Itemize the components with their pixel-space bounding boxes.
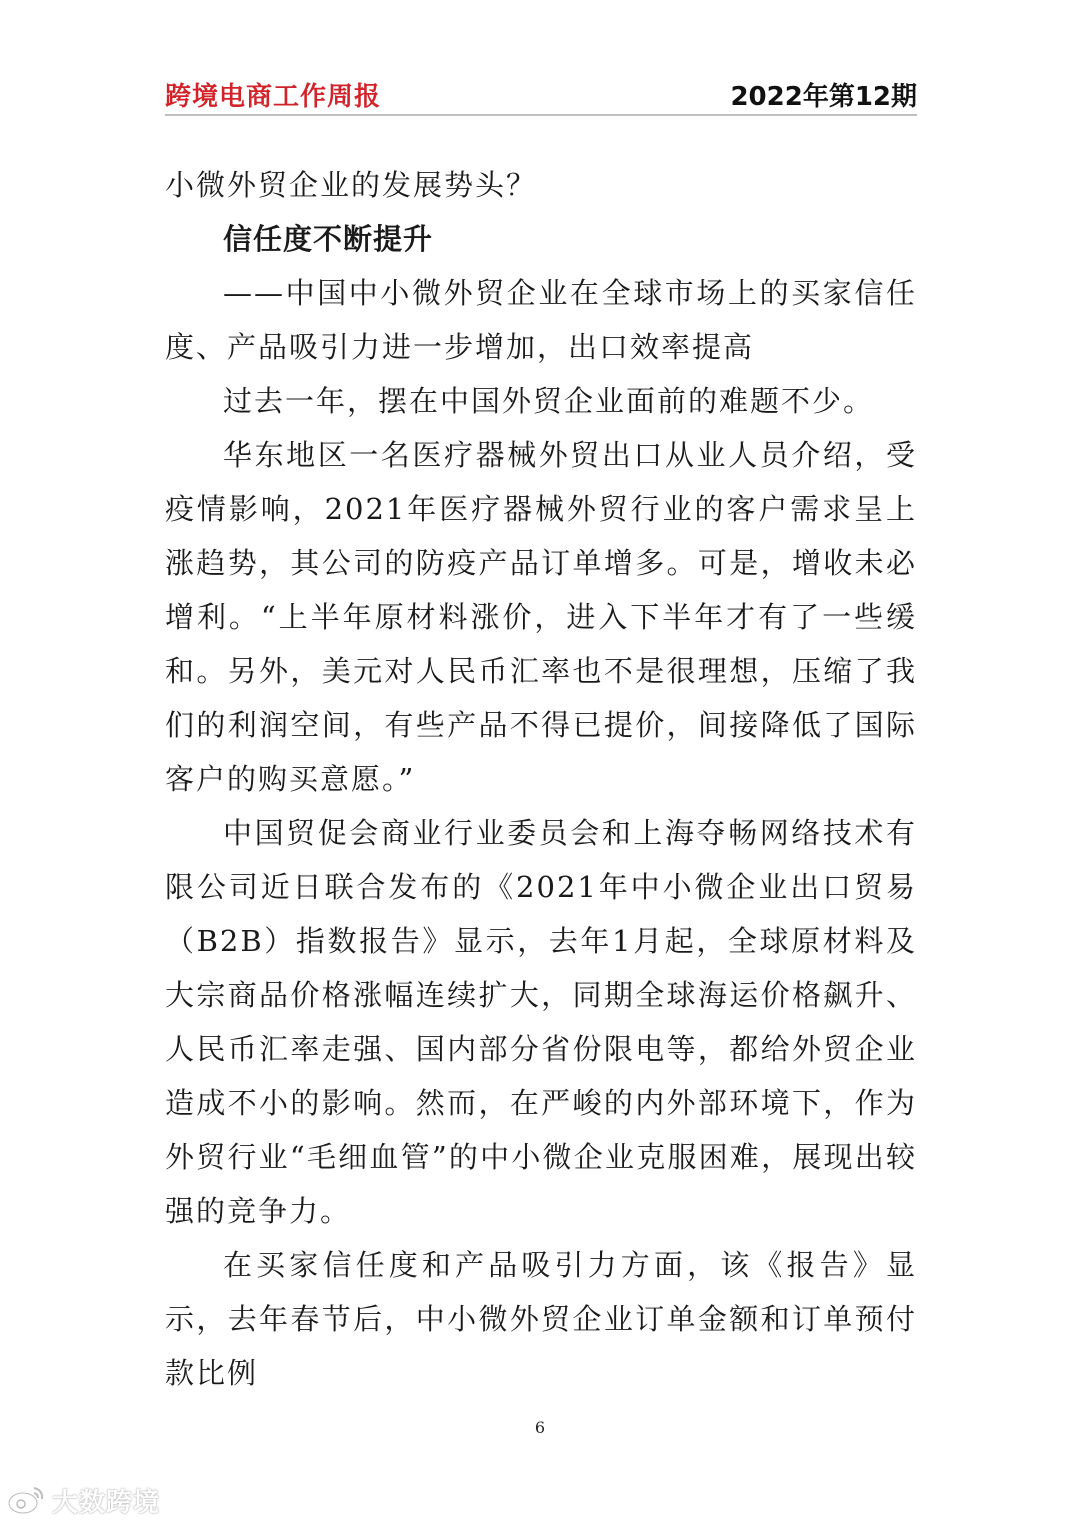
paragraph: 在买家信任度和产品吸引力方面，该《报告》显示，去年春节后，中小微外贸企业订单金额和订单预付款比例 <box>165 1248 917 1390</box>
weibo-logo-icon <box>6 1484 46 1516</box>
watermark <box>6 1480 160 1520</box>
paragraph-continuation: 小微外贸企业的发展势头？ <box>165 168 538 202</box>
publication-title: 跨境电商工作周报 <box>165 82 382 112</box>
page-header <box>165 74 917 116</box>
section-subtitle: ——中国中小微外贸企业在全球市场上的买家信任度、产品吸引力进一步增加，出口效率提高 <box>165 276 917 364</box>
watermark-text: 大数跨境 <box>52 1487 161 1518</box>
article-body <box>165 158 917 1400</box>
paragraph: 中国贸促会商业行业委员会和上海夺畅网络技术有限公司近日联合发布的《2021年中小微企业出口贸易（B2B）指数报告》显示，去年1月起，全球原材料及大宗商品价格涨幅连续扩大，同期全球海运价格飙升、人民币汇率走强、国内部分省份限电等，都给外贸企业造成不小的影响。然而，在严峻的内外部环境下，作为外贸行业“毛细血管”的中小微企业克服困难，展现出较强的竞争力。 <box>165 816 917 1228</box>
issue-number: 2022年第12期 <box>730 82 917 112</box>
page-number: 6 <box>534 1418 546 1437</box>
section-heading <box>165 212 917 266</box>
paragraph: 过去一年，摆在中国外贸企业面前的难题不少。 <box>223 384 875 418</box>
paragraph: 华东地区一名医疗器械外贸出口从业人员介绍，受疫情影响，2021年医疗器械外贸行业的客户需求呈上涨趋势，其公司的防疫产品订单增多。可是，增收未必增利。“上半年原材料涨价，进入下半年才有了一些缓和。另外，美元对人民币汇率也不是很理想，压缩了我们的利润空间，有些产品不得已提价，间接降低了国际客户的购买意愿。” <box>165 438 917 796</box>
section-heading-text: 信任度不断提升 <box>223 222 434 256</box>
